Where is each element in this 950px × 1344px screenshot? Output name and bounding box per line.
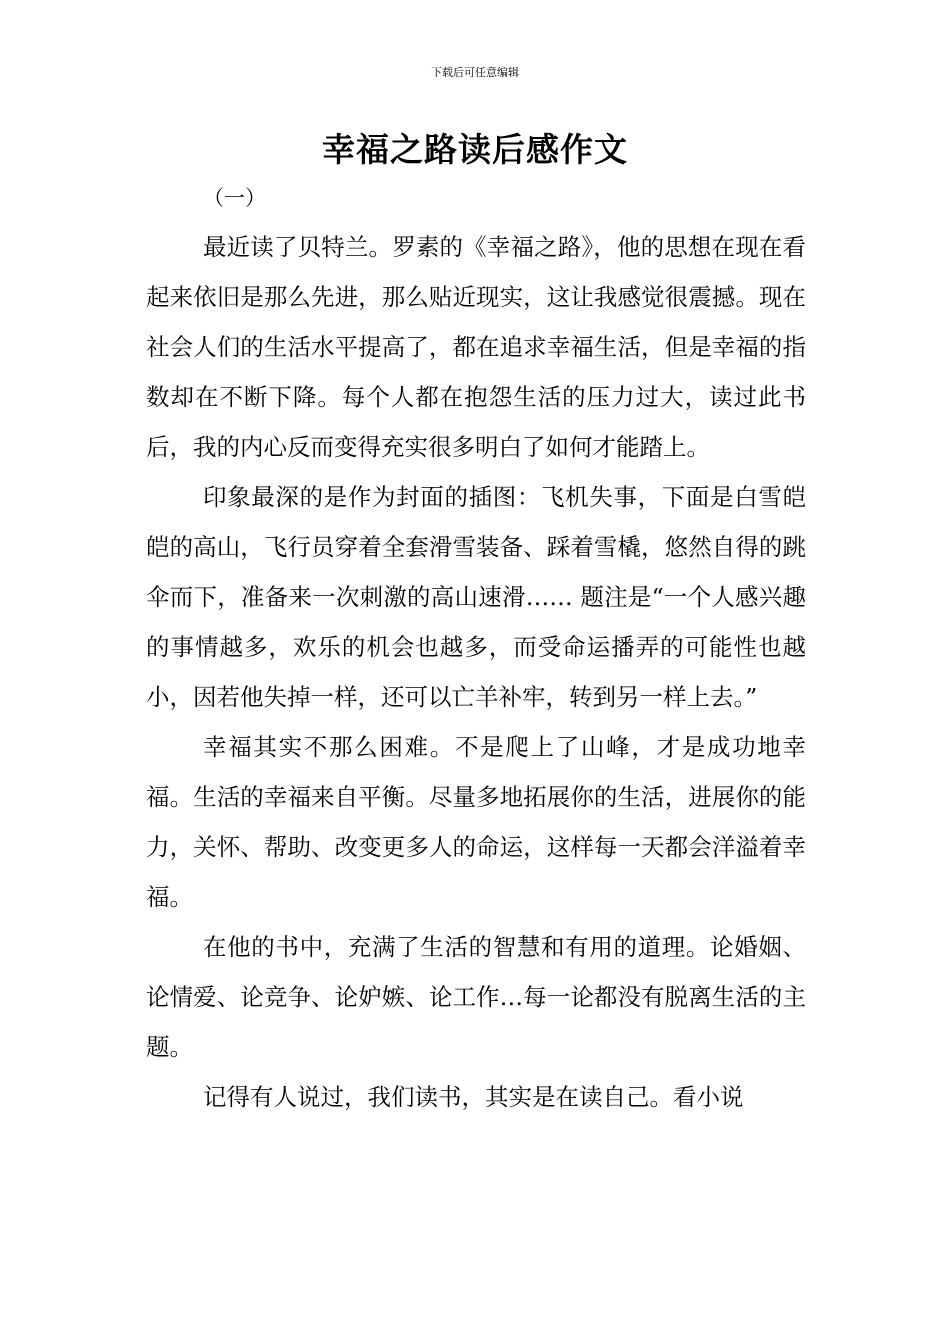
document-body <box>146 222 806 1122</box>
paragraph-4: 在他的书中，充满了生活的智慧和有用的道理。论婚姻、论情爱、论竞争、论妒嫉、论工作…每一论都没有脱离生活的主题。 <box>146 933 806 1061</box>
paragraph-3: 幸福其实不那么困难。不是爬上了山峰，才是成功地幸福。生活的幸福来自平衡。尽量多地拓展你的生活，进展你的能力，关怀、帮助、改变更多人的命运，这样每一天都会洋溢着幸福。 <box>146 733 806 911</box>
document-title: 幸福之路读后感作文 <box>322 130 628 169</box>
header-note: 下载后可任意编辑 <box>431 66 519 79</box>
paragraph-1: 最近读了贝特兰。罗素的《幸福之路》，他的思想在现在看起来依旧是那么先进，那么贴近现实，这让我感觉很震撼。现在社会人们的生活水平提高了，都在追求幸福生活，但是幸福的指数却在不断下降。每个人都在抱怨生活的压力过大，读过此书后，我的内心反而变得充实很多明白了如何才能踏上。 <box>146 233 806 461</box>
section-label: （一） <box>203 186 266 210</box>
paragraph-5: 记得有人说过，我们读书，其实是在读自己。看小说 <box>203 1083 744 1111</box>
paragraph-2: 印象最深的是作为封面的插图：飞机失事，下面是白雪皑皑的高山，飞行员穿着全套滑雪装备、踩着雪橇，悠然自得的跳伞而下，准备来一次刺激的高山速滑…… 题注是“一个人感兴趣的事情越多，欢乐的机会也越多，而受命运播弄的可能性也越小，因若他失掉一样，还可以亡羊补牢，转到另一样上去。” <box>146 483 806 711</box>
